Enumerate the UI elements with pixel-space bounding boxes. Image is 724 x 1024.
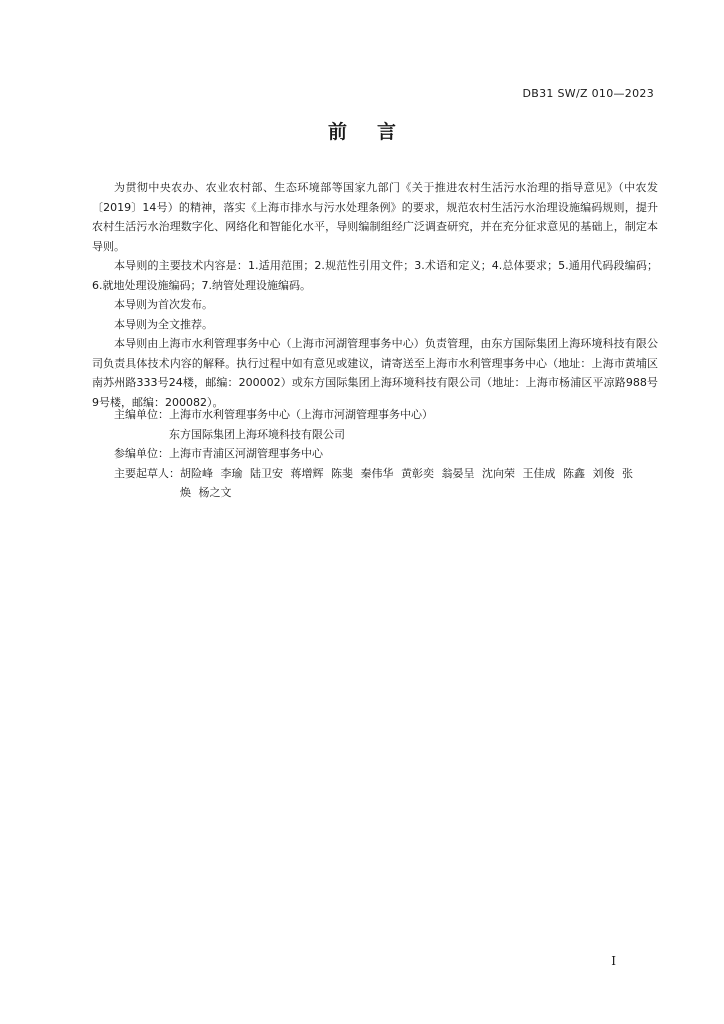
paragraph-technical-contents: 本导则的主要技术内容是：1.适用范围；2.规范性引用文件；3.术语和定义；4.总体要求；5.通用代码段编码；6.就地处理设施编码；7.纳管处理设施编码。 (92, 259, 658, 292)
foreword-body (92, 178, 658, 412)
drafters-row (92, 464, 658, 503)
page-number: I (611, 954, 616, 968)
participant-units-list (169, 444, 323, 464)
page-title: 前言 (327, 121, 426, 143)
credits-section (92, 405, 658, 503)
paragraph-first-release: 本导则为首次发布。 (114, 298, 213, 311)
paragraph-purpose: 为贯彻中央农办、农业农村部、生态环境部等国家九部门《关于推进农村生活污水治理的指导意见》（中农发〔2019〕14号）的精神，落实《上海市排水与污水处理条例》的要求，规范农村生活污水治理设施编码规则，提升农村生活污水治理数字化、网络化和智能化水平，导则编制组经广泛调查研究，并在充分征求意见的基础上，制定本导则。 (92, 181, 658, 253)
editor-units-label: 主编单位： (114, 408, 169, 421)
participant-units-row (92, 444, 658, 464)
editor-unit: 上海市水利管理事务中心（上海市河湖管理事务中心） (169, 408, 433, 421)
participant-units-label: 参编单位： (114, 447, 169, 460)
drafters-list: 胡险峰 李瑜 陆卫安 蒋增辉 陈斐 秦伟华 黄彰奕 翁晏呈 沈向荣 王佳成 陈鑫 刘俊 张焕 杨之文 (180, 466, 633, 499)
paragraph-recommendation: 本导则为全文推荐。 (114, 317, 213, 331)
editor-unit: 东方国际集团上海环境科技有限公司 (169, 427, 345, 441)
paragraph-management: 本导则由上海市水利管理事务中心（上海市河湖管理事务中心）负责管理，由东方国际集团上海环境科技有限公司负责具体技术内容的解释。执行过程中如有意见或建议，请寄送至上海市水利管理事务中心（地址：上海市黄埔区南苏州路333号24楼，邮编：200002）或东方国际集团上海环境科技有限公司（地址：上海市杨浦区平凉路988号9号楼，邮编：200082）。 (92, 337, 658, 409)
drafters-label: 主要起草人： (114, 466, 180, 480)
editor-units-list (169, 405, 433, 444)
editor-units-row (92, 405, 658, 444)
participant-unit: 上海市青浦区河湖管理事务中心 (169, 447, 323, 460)
document-code: DB31 SW/Z 010—2023 (522, 87, 654, 100)
